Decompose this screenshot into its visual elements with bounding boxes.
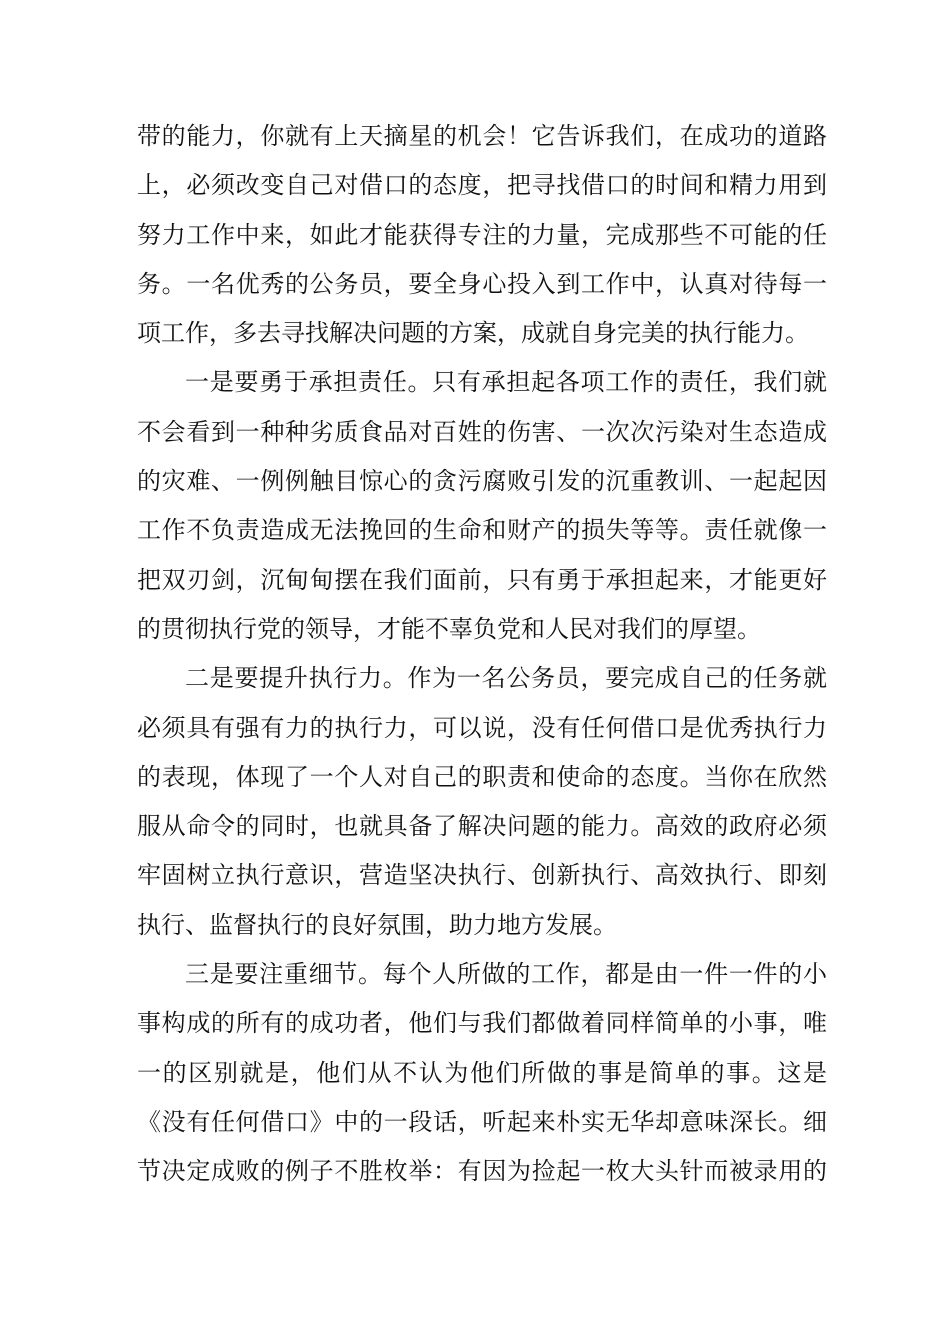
text-line: 的贯彻执行党的领导，才能不辜负党和人民对我们的厚望。 — [137, 614, 761, 643]
text-line: 《没有任何借口》中的一段话，听起来朴实无华却意味深长。细 — [137, 1107, 827, 1136]
text-line: 的灾难、一例例触目惊心的贪污腐败引发的沉重教训、一起起因 — [137, 467, 827, 496]
text-line: 服从命令的同时，也就具备了解决问题的能力。高效的政府必须 — [137, 812, 827, 841]
text-line: 牢固树立执行意识，营造坚决执行、创新执行、高效执行、即刻 — [137, 861, 827, 890]
text-line: 带的能力，你就有上天摘星的机会！它告诉我们，在成功的道路 — [137, 122, 827, 150]
document-body — [137, 112, 827, 1197]
text-line: 事构成的所有的成功者，他们与我们都做着同样简单的小事，唯 — [137, 1009, 827, 1038]
text-line: 把双刃剑，沉甸甸摆在我们面前，只有勇于承担起来，才能更好 — [137, 565, 827, 594]
text-line: 努力工作中来，如此才能获得专注的力量，完成那些不可能的任 — [137, 220, 827, 249]
text-line: 三是要注重细节。每个人所做的工作，都是由一件一件的小 — [185, 960, 827, 989]
text-line: 必须具有强有力的执行力，可以说，没有任何借口是优秀执行力 — [137, 713, 827, 742]
text-line: 上，必须改变自己对借口的态度，把寻找借口的时间和精力用到 — [137, 171, 827, 200]
text-line: 节决定成败的例子不胜枚举：有因为捡起一枚大头针而被录用的 — [137, 1157, 827, 1186]
text-line: 二是要提升执行力。作为一名公务员，要完成自己的任务就 — [185, 664, 827, 693]
text-line: 执行、监督执行的良好氛围，助力地方发展。 — [137, 910, 617, 939]
text-line: 一的区别就是，他们从不认为他们所做的事是简单的事。这是 — [137, 1058, 827, 1087]
text-line: 的表现，体现了一个人对自己的职责和使命的态度。当你在欣然 — [137, 762, 827, 791]
text-line: 不会看到一种种劣质食品对百姓的伤害、一次次污染对生态造成 — [137, 417, 827, 446]
text-line: 项工作，多去寻找解决问题的方案，成就自身完美的执行能力。 — [137, 319, 809, 348]
text-line: 工作不负责造成无法挽回的生命和财产的损失等等。责任就像一 — [137, 516, 827, 545]
text-line: 一是要勇于承担责任。只有承担起各项工作的责任，我们就 — [185, 368, 827, 397]
text-line: 务。一名优秀的公务员，要全身心投入到工作中，认真对待每一 — [137, 269, 827, 298]
